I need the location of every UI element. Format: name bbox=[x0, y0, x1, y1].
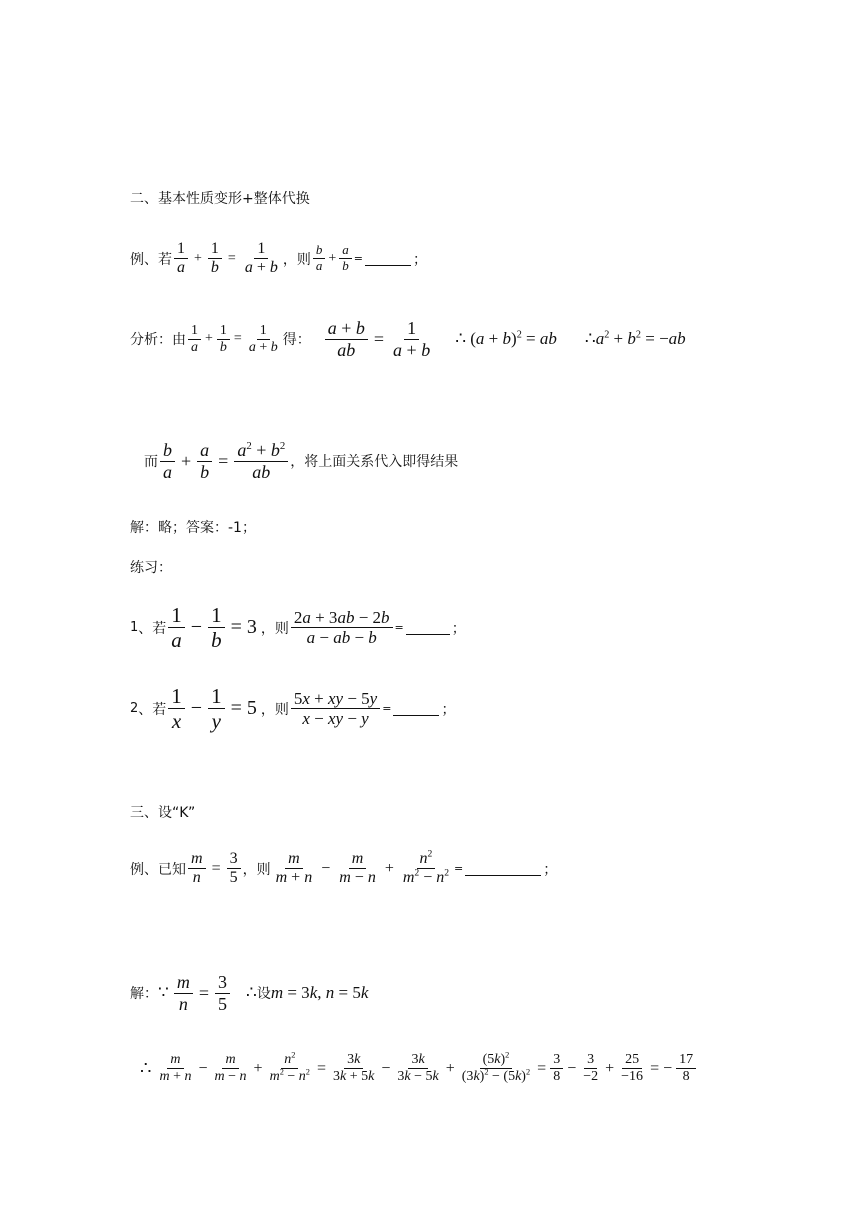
answer-blank[interactable] bbox=[393, 701, 439, 716]
semicolon: ； bbox=[451, 620, 466, 637]
fraction: $\frac{3}{8}$ bbox=[550, 1052, 563, 1085]
fraction: $\frac{a}{b}$ bbox=[339, 243, 352, 274]
semicolon: ； bbox=[412, 251, 427, 268]
fraction: $\frac{a}{b}$ bbox=[197, 440, 212, 482]
fraction: $\frac{b}{a}$ bbox=[313, 243, 326, 274]
fraction: $\frac{3k}{3k + 5k}$ bbox=[333, 1052, 375, 1085]
analysis-line: 分析：由 $\frac{1}{a}$ + $\frac{1}{b}$ = $\frac{1}{a + b}$ 得： $\frac{a + b}{ab}$ = $\frac{1}{a + b}$ ∴ $(a + b)^2$ = ab $\therefore a^2 + b^2 = -ab$ bbox=[130, 318, 686, 360]
solution-text: 解：略；答案：-1； bbox=[130, 520, 256, 536]
k-solution-set: 设 bbox=[256, 986, 271, 1003]
fraction: $\frac{1}{a}$ bbox=[174, 240, 188, 278]
section2-heading-text: 二、基本性质变形+整体代换 bbox=[130, 191, 310, 207]
k-computation-line: ∴ $\frac{m}{m + n}$ − $\frac{m}{m - n}$ + $\frac{n^2}{m^2 - n^2}$ = $\frac{3k}{3k + 5k}$ − $\frac{3k}{3k - 5k}$ + $\frac{(5k)^2}{(3k)^2 - (5k)^2}$ = $\frac{3}{8}$ − $\frac{3}{-2}$ + $\frac{25}{-16}$ = − $\frac{17}{8}$ bbox=[140, 1052, 698, 1085]
example-prefix: 例、若 bbox=[130, 251, 172, 268]
example-line: 例、若 $\frac{1}{a}$ + $\frac{1}{b}$ = $\frac{1}{a + b}$ ，则 $\frac{b}{a}$ + $\frac{a}{b}$ = ； bbox=[130, 240, 427, 277]
fraction: $\frac{1}{y}$ bbox=[208, 684, 225, 733]
section2-heading bbox=[130, 188, 310, 208]
fraction: $\frac{m}{m - n}$ bbox=[214, 1052, 247, 1085]
fraction: $\frac{1}{b}$ bbox=[208, 240, 222, 278]
k-solution-line: 解： ∵ $\frac{m}{n}$ = $\frac{3}{5}$ ∴ 设 m = 3k, n = 5k bbox=[130, 972, 369, 1014]
answer-blank[interactable] bbox=[406, 620, 450, 635]
fraction: $\frac{n^2}{m^2 - n^2}$ bbox=[269, 1050, 310, 1085]
section3-heading-text: 三、设“K” bbox=[130, 805, 196, 821]
answer-blank[interactable] bbox=[465, 861, 541, 876]
equals-sign: = bbox=[382, 702, 392, 716]
k-example-mid: ，则 bbox=[242, 861, 271, 878]
fraction: $\frac{1}{b}$ bbox=[208, 603, 225, 652]
practice-mid: ，则 bbox=[260, 620, 289, 637]
answer-blank[interactable] bbox=[365, 251, 411, 266]
practice-label-text: 练习： bbox=[130, 560, 172, 576]
fraction: $\frac{3k}{3k - 5k}$ bbox=[397, 1052, 439, 1085]
fraction: $\frac{3}{5}$ bbox=[215, 972, 230, 1014]
fraction: $\frac{1}{a}$ bbox=[168, 603, 185, 652]
and-prefix: 而 bbox=[144, 454, 158, 471]
practice-number: 2 bbox=[130, 701, 139, 717]
practice-number: 1 bbox=[130, 620, 139, 636]
fraction: $\frac{m}{n}$ bbox=[188, 850, 206, 888]
analysis-de: 得： bbox=[282, 332, 311, 349]
fraction: $\frac{25}{-16}$ bbox=[621, 1052, 644, 1085]
equals-sign: = bbox=[394, 621, 404, 635]
fraction: $\frac{1}{a + b}$ bbox=[393, 318, 431, 360]
fraction: $\frac{2a + 3ab - 2b}{a - ab - b}$ bbox=[291, 608, 393, 648]
equals-sign: = bbox=[353, 252, 363, 266]
fraction: $\frac{m}{n}$ bbox=[174, 972, 193, 1014]
fraction: $\frac{1}{a}$ bbox=[188, 323, 201, 356]
fraction: $\frac{(5k)^2}{(3k)^2 - (5k)^2}$ bbox=[461, 1050, 531, 1085]
practice-prefix: 、若 bbox=[138, 701, 167, 718]
equals-sign: = bbox=[454, 862, 464, 876]
fraction: $\frac{m}{m + n}$ bbox=[275, 850, 313, 887]
fraction: $\frac{m}{m - n}$ bbox=[339, 850, 376, 887]
practice-2: 2 、若 $\frac{1}{x}$ − $\frac{1}{y}$ = 5 ，则 $\frac{5x + xy - 5y}{x - xy - y}$ = ； bbox=[130, 684, 456, 734]
practice-1: 1 、若 $\frac{1}{a}$ − $\frac{1}{b}$ = 3 ，则 $\frac{2a + 3ab - 2b}{a - ab - b}$ = ； bbox=[130, 603, 466, 653]
equation: ∴ $(a + b)^2$ = ab bbox=[455, 329, 557, 349]
and-line: 而 $\frac{b}{a}$ + $\frac{a}{b}$ = $\frac{a^2 + b^2}{ab}$ ，将上面关系代入即得结果 bbox=[144, 440, 459, 482]
practice-mid: ，则 bbox=[260, 701, 289, 718]
fraction: $\frac{1}{x}$ bbox=[168, 684, 185, 733]
fraction: $\frac{a + b}{ab}$ bbox=[325, 318, 368, 360]
fraction: $\frac{a^2 + b^2}{ab}$ bbox=[234, 440, 288, 482]
practice-label bbox=[130, 557, 172, 577]
and-suffix: ，将上面关系代入即得结果 bbox=[290, 454, 459, 471]
k-solution-prefix: 解： bbox=[130, 986, 158, 1003]
fraction: $\frac{3}{5}$ bbox=[227, 850, 241, 888]
semicolon: ； bbox=[441, 701, 456, 718]
fraction: $\frac{1}{b}$ bbox=[217, 323, 230, 356]
fraction: $\frac{5x + xy - 5y}{x - xy - y}$ bbox=[291, 689, 380, 729]
practice-prefix: 、若 bbox=[138, 620, 167, 637]
k-example-prefix: 例、已知 bbox=[130, 861, 186, 878]
analysis-prefix: 分析：由 bbox=[130, 332, 186, 349]
fraction: $\frac{3}{-2}$ bbox=[583, 1052, 599, 1085]
equation: $\therefore a^2 + b^2 = -ab$ bbox=[584, 329, 686, 349]
k-example-line: 例、已知 $\frac{m}{n}$ = $\frac{3}{5}$ ，则 $\frac{m}{m + n}$ − $\frac{m}{m - n}$ + $\frac{n^2}{m^2 - n^2}$ = ； bbox=[130, 848, 558, 887]
example-mid: ，则 bbox=[282, 251, 311, 268]
semicolon: ； bbox=[543, 861, 558, 878]
fraction: $\frac{m}{m + n}$ bbox=[159, 1052, 192, 1085]
equation: m = 3k, n = 5k bbox=[270, 983, 369, 1003]
fraction: $\frac{b}{a}$ bbox=[160, 440, 175, 482]
fraction: $\frac{1}{a + b}$ bbox=[248, 322, 278, 355]
fraction: $\frac{17}{8}$ bbox=[676, 1052, 696, 1085]
fraction: $\frac{n^2}{m^2 - n^2}$ bbox=[402, 848, 450, 887]
solution-line bbox=[130, 517, 256, 537]
fraction: $\frac{1}{a + b}$ bbox=[244, 240, 278, 277]
section3-heading bbox=[130, 802, 195, 822]
